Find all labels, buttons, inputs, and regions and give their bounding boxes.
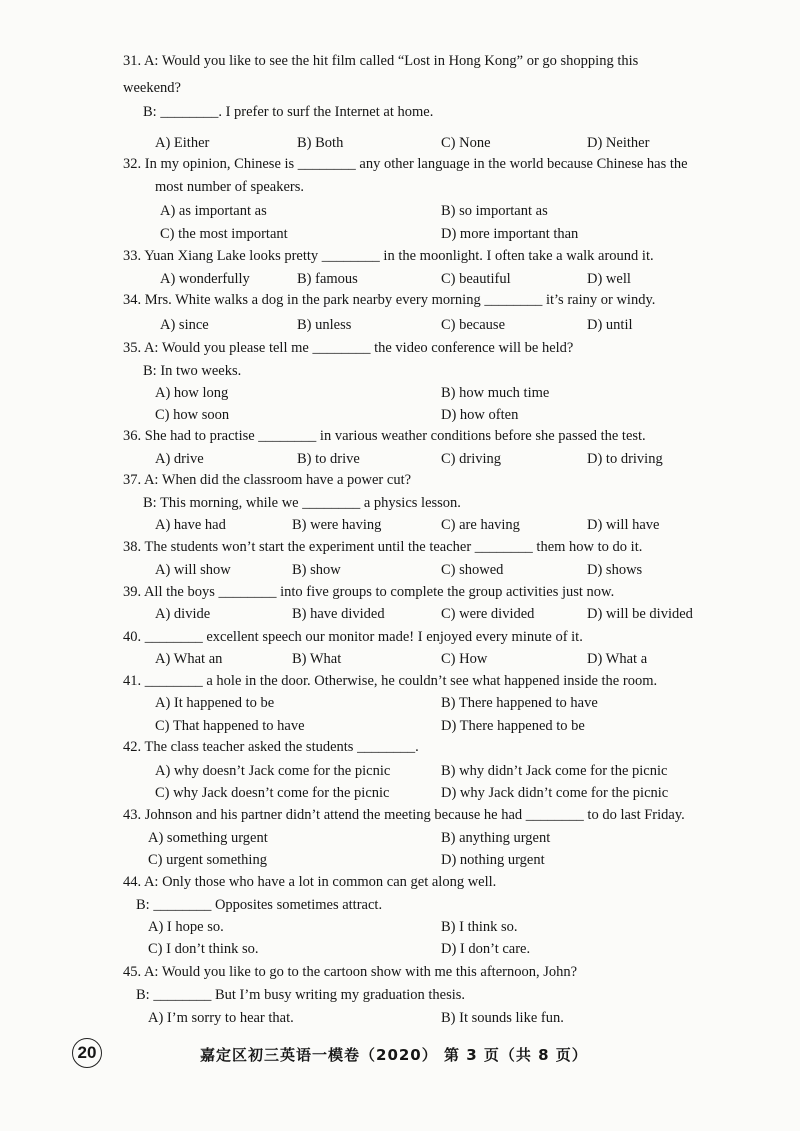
- answer-option: C) How: [441, 651, 488, 667]
- answer-option: B) so important as: [441, 203, 548, 219]
- answer-option: C) That happened to have: [155, 718, 305, 734]
- question-line: B: ________. I prefer to surf the Internet at home.: [143, 104, 434, 120]
- answer-option: B) were having: [292, 517, 382, 533]
- question-line: 45. A: Would you like to go to the cartoon show with me this afternoon, John?: [123, 964, 578, 980]
- answer-option: C) the most important: [160, 226, 288, 242]
- answer-option: A) as important as: [160, 203, 267, 219]
- answer-option: D) nothing urgent: [441, 852, 545, 868]
- question-line: 43. Johnson and his partner didn’t attend the meeting because he had ________ to do last Friday.: [123, 807, 685, 823]
- answer-option: C) beautiful: [441, 271, 511, 287]
- question-line: B: ________ But I’m busy writing my graduation thesis.: [136, 987, 466, 1003]
- question-line: 41. ________ a hole in the door. Otherwise, he couldn’t see what happened inside the room.: [123, 673, 658, 689]
- question-line: 32. In my opinion, Chinese is ________ any other language in the world because Chinese has the: [123, 156, 688, 172]
- answer-option: A) have had: [155, 517, 226, 533]
- answer-option: B) I think so.: [441, 919, 518, 935]
- answer-option: C) were divided: [441, 606, 535, 622]
- question-line: B: ________ Opposites sometimes attract.: [136, 897, 383, 913]
- question-line: 31. A: Would you like to see the hit film called “Lost in Hong Kong” or go shopping this: [123, 53, 639, 69]
- answer-option: C) are having: [441, 517, 520, 533]
- question-line: 38. The students won’t start the experiment until the teacher ________ them how to do it.: [123, 539, 643, 555]
- question-line: most number of speakers.: [155, 179, 304, 195]
- answer-option: D) how often: [441, 407, 519, 423]
- answer-option: D) I don’t care.: [441, 941, 531, 957]
- answer-option: C) driving: [441, 451, 502, 467]
- answer-option: C) I don’t think so.: [148, 941, 259, 957]
- answer-option: D) There happened to be: [441, 718, 585, 734]
- question-line: B: This morning, while we ________ a physics lesson.: [143, 495, 461, 511]
- question-line: 33. Yuan Xiang Lake looks pretty ________ in the moonlight. I often take a walk around it.: [123, 248, 654, 264]
- question-line: 44. A: Only those who have a lot in common can get along well.: [123, 874, 497, 890]
- answer-option: A) since: [160, 317, 209, 333]
- answer-option: D) What a: [587, 651, 648, 667]
- answer-option: D) will have: [587, 517, 660, 533]
- answer-option: A) drive: [155, 451, 204, 467]
- answer-option: C) urgent something: [148, 852, 267, 868]
- answer-option: C) because: [441, 317, 506, 333]
- answer-option: B) famous: [297, 271, 358, 287]
- answer-option: C) why Jack doesn’t come for the picnic: [155, 785, 390, 801]
- page-number-label: 20: [77, 1043, 97, 1062]
- question-line: 37. A: When did the classroom have a power cut?: [123, 472, 412, 488]
- question-line: B: In two weeks.: [143, 363, 242, 379]
- answer-option: A) how long: [155, 385, 229, 401]
- question-line: weekend?: [123, 80, 181, 96]
- question-line: 34. Mrs. White walks a dog in the park nearby every morning ________ it’s rainy or windy.: [123, 292, 656, 308]
- answer-option: B) show: [292, 562, 341, 578]
- answer-option: D) until: [587, 317, 633, 333]
- answer-option: B) how much time: [441, 385, 550, 401]
- page-number-circle: [72, 1038, 102, 1068]
- question-line: 40. ________ excellent speech our monitor made! I enjoyed every minute of it.: [123, 629, 583, 645]
- answer-option: B) unless: [297, 317, 352, 333]
- answer-option: B) Both: [297, 135, 344, 151]
- answer-option: A) Either: [155, 135, 210, 151]
- answer-option: D) Neither: [587, 135, 650, 151]
- answer-option: B) There happened to have: [441, 695, 598, 711]
- question-line: 35. A: Would you please tell me ________ the video conference will be held?: [123, 340, 574, 356]
- question-line: 42. The class teacher asked the students ________.: [123, 739, 419, 755]
- answer-option: D) to driving: [587, 451, 663, 467]
- answer-option: D) more important than: [441, 226, 579, 242]
- answer-option: A) why doesn’t Jack come for the picnic: [155, 763, 391, 779]
- answer-option: C) None: [441, 135, 491, 151]
- answer-option: C) how soon: [155, 407, 230, 423]
- answer-option: A) something urgent: [148, 830, 268, 846]
- question-line: 36. She had to practise ________ in various weather conditions before she passed the test.: [123, 428, 646, 444]
- answer-option: A) I’m sorry to hear that.: [148, 1010, 294, 1026]
- answer-option: A) I hope so.: [148, 919, 224, 935]
- answer-option: D) shows: [587, 562, 643, 578]
- answer-option: B) why didn’t Jack come for the picnic: [441, 763, 668, 779]
- answer-option: B) to drive: [297, 451, 360, 467]
- answer-option: D) why Jack didn’t come for the picnic: [441, 785, 669, 801]
- answer-option: B) What: [292, 651, 342, 667]
- question-line: 39. All the boys ________ into five groups to complete the group activities just now.: [123, 584, 615, 600]
- answer-option: D) will be divided: [587, 606, 693, 622]
- answer-option: A) will show: [155, 562, 231, 578]
- answer-option: A) divide: [155, 606, 211, 622]
- answer-option: A) wonderfully: [160, 271, 250, 287]
- answer-option: B) anything urgent: [441, 830, 551, 846]
- answer-option: D) well: [587, 271, 631, 287]
- answer-option: A) What an: [155, 651, 223, 667]
- answer-option: B) It sounds like fun.: [441, 1010, 564, 1026]
- answer-option: B) have divided: [292, 606, 385, 622]
- answer-option: C) showed: [441, 562, 504, 578]
- answer-option: A) It happened to be: [155, 695, 275, 711]
- page-footer: 嘉定区初三英语一模卷（2020） 第 3 页（共 8 页）: [200, 1046, 588, 1064]
